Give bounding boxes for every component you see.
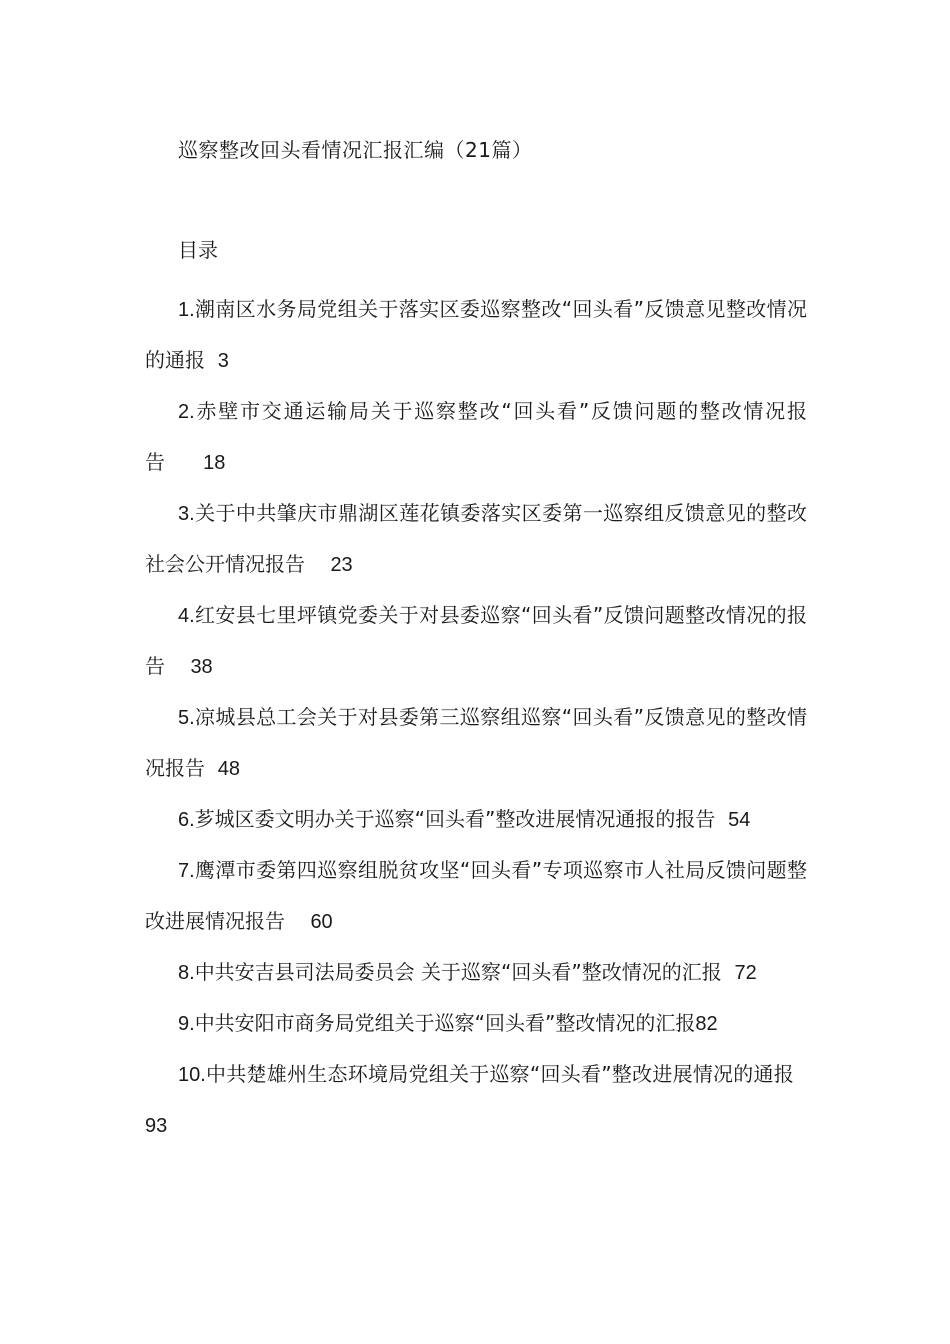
toc-entry-page: 3 xyxy=(217,350,229,372)
toc-entry-number: 10. xyxy=(178,1064,206,1086)
document-title: 巡察整改回头看情况汇报汇编（21篇） xyxy=(178,138,533,162)
toc-entry-text: 赤壁市交通运输局关于巡察整改“回头看”反馈问题的整改情况报告 xyxy=(145,399,807,474)
toc-entry-number: 7. xyxy=(178,860,195,882)
toc-entry-page: 60 xyxy=(310,911,333,933)
toc-entry-text: 红安县七里坪镇党委关于对县委巡察“回头看”反馈问题整改情况的报告 xyxy=(145,603,807,678)
toc-entry-text: 芗城区委文明办关于巡察“回头看”整改进展情况通报的报告 xyxy=(194,807,716,831)
toc-entry-page: 23 xyxy=(330,554,353,576)
toc-entry-page: 38 xyxy=(190,656,213,678)
toc-entry-page: 82 xyxy=(695,1013,718,1035)
toc-heading: 目录 xyxy=(178,238,218,262)
toc-entry-text: 中共安吉县司法局委员会 关于巡察“回头看”整改情况的汇报 xyxy=(194,960,722,984)
toc-entry[interactable] xyxy=(145,590,807,692)
toc-entry[interactable] xyxy=(145,488,807,590)
toc-entry-number: 1. xyxy=(178,299,195,321)
toc-entry-page: 48 xyxy=(217,758,240,780)
toc-entry[interactable] xyxy=(145,386,807,488)
toc-entry-number: 6. xyxy=(178,809,195,831)
toc-entry-text: 凉城县总工会关于对县委第三巡察组巡察“回头看”反馈意见的整改情况报告 xyxy=(145,705,807,780)
toc-entry[interactable] xyxy=(145,947,807,998)
toc-entry-number: 4. xyxy=(178,605,195,627)
toc-entry-number: 8. xyxy=(178,962,195,984)
toc-entry-page: 72 xyxy=(734,962,757,984)
toc-entry-number: 2. xyxy=(178,401,195,423)
toc-entry[interactable] xyxy=(145,284,807,386)
toc-entry-page: 54 xyxy=(728,809,751,831)
toc-entry-text: 中共楚雄州生态环境局党组关于巡察“回头看”整改进展情况的通报 xyxy=(205,1062,795,1086)
toc-entry-text: 鹰潭市委第四巡察组脱贫攻坚“回头看”专项巡察市人社局反馈问题整改进展情况报告 xyxy=(145,858,807,933)
toc-entry[interactable] xyxy=(145,998,807,1049)
toc-entry-number: 9. xyxy=(178,1013,195,1035)
toc-entry[interactable] xyxy=(145,794,807,845)
toc-entry-number: 3. xyxy=(178,503,195,525)
toc-entry[interactable] xyxy=(145,845,807,947)
toc-list xyxy=(145,284,807,1151)
toc-entry[interactable] xyxy=(145,1049,807,1151)
toc-entry-number: 5. xyxy=(178,707,195,729)
toc-entry-text: 潮南区水务局党组关于落实区委巡察整改“回头看”反馈意见整改情况的通报 xyxy=(145,297,807,372)
toc-entry-text: 中共安阳市商务局党组关于巡察“回头看”整改情况的汇报 xyxy=(194,1011,696,1035)
toc-entry[interactable] xyxy=(145,692,807,794)
toc-entry-page: 93 xyxy=(145,1115,168,1137)
toc-entry-page: 18 xyxy=(203,452,226,474)
toc-entry-text: 关于中共肇庆市鼎湖区莲花镇委落实区委第一巡察组反馈意见的整改社会公开情况报告 xyxy=(145,501,807,576)
